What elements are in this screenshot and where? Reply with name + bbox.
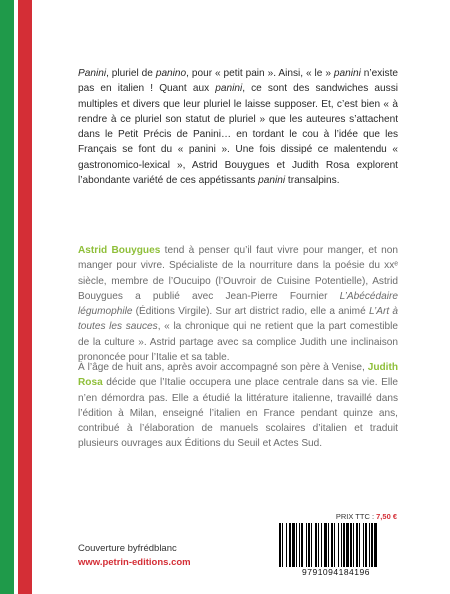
barcode-bar xyxy=(365,523,367,567)
intro-text: panini xyxy=(333,68,361,79)
author-name: Judith Rosa xyxy=(78,362,398,389)
barcode-bar xyxy=(353,523,354,567)
barcode-bar xyxy=(369,523,370,567)
barcode-bar xyxy=(371,523,373,567)
author-bio-astrid xyxy=(78,243,398,365)
intro-paragraph xyxy=(78,66,398,188)
barcode-bar xyxy=(308,523,310,567)
bio-text: À l’âge de huit ans, après avoir accompagné son père à Venise, xyxy=(78,362,368,373)
price-label: PRIX TTC : xyxy=(335,512,377,521)
barcode-bar xyxy=(331,523,333,567)
barcode-bar xyxy=(338,523,339,567)
bio-text: décide que l’Italie occupera une place centrale dans sa vie. Elle n’en démordra pas. Elle a étudié la littérature italienne, travaillé dans l’édition à Milan, enseigné l’italien en France pendant quinze ans, contribué à l’élaboration de manuels scolaires d’italien et traduit plusieurs ouvrages aux Éditions du Seuil et Actes Sud. xyxy=(78,377,398,450)
barcode-bar xyxy=(279,523,281,567)
publisher-website[interactable]: www.petrin-editions.com xyxy=(78,557,191,568)
intro-text: panini xyxy=(215,83,243,95)
intro-text: , ce sont des sandwiches aussi multiples et divers que leur pluriel le laisse supposer. Et, c’est bien « à rendre à ce pluriel son statut de pluriel » que les auteures s’attachent dans le Petit Précis de Panini… en tordant le cou à l’idée que les Français se font du « panini ». Une fois dissipé ce malentendu « gastronomico-lexical », Astrid Bouygues et Judith Rosa explorent l’abondante variété de ces appétissants xyxy=(78,83,398,187)
barcode-bar xyxy=(306,523,307,567)
show-title: L’Art à toutes les sauces xyxy=(78,306,398,333)
barcode-bar xyxy=(328,523,329,567)
bio-text: tend à penser qu’il faut vivre pour manger, et non manger pour vivre. Spécialiste de la nourriture dans la poésie du xxᵉ siècle, membre de l’Oucuipo (l’Ouvroir de Cuisine Potentielle), Astrid Bouygues a publié avec Jean-Pierre Fournier xyxy=(78,245,398,302)
cover-credit: Couverture byfrédblanc xyxy=(78,543,177,554)
price-line xyxy=(275,512,397,521)
intro-text: Panini xyxy=(78,68,107,79)
isbn-number: 9791094184196 xyxy=(302,567,370,577)
barcode-bar xyxy=(282,523,283,567)
barcode-bar xyxy=(341,523,342,567)
barcode-bar xyxy=(318,523,319,567)
price-value: 7,50 € xyxy=(376,512,397,521)
intro-text: n’existe pas en italien ! Quant aux xyxy=(78,68,399,95)
intro-text: panino xyxy=(155,68,187,79)
author-bio-judith xyxy=(78,360,398,452)
flag-stripe-red xyxy=(18,0,32,594)
barcode-bar xyxy=(301,523,303,567)
barcode-bar xyxy=(324,523,327,567)
barcode-bar xyxy=(363,523,364,567)
bio-text: (Éditions Virgile). Sur art district radio, elle a animé xyxy=(132,306,369,318)
barcode-block xyxy=(275,512,397,582)
barcode-bar xyxy=(311,523,312,567)
barcode-bar xyxy=(343,523,345,567)
credits xyxy=(78,542,191,570)
barcode-bar xyxy=(315,523,317,567)
barcode-bar xyxy=(346,523,349,567)
barcode-bar xyxy=(289,523,291,567)
barcode-bar xyxy=(350,523,352,567)
book-title: L’Abécédaire légumophile xyxy=(78,290,398,318)
barcode-bar xyxy=(359,523,360,567)
barcode-bar xyxy=(299,523,300,567)
barcode-bar xyxy=(334,523,335,567)
barcode-bar xyxy=(356,523,358,567)
barcode-bar xyxy=(321,523,322,567)
intro-text: panini xyxy=(258,175,286,187)
intro-text: , pluriel de xyxy=(106,68,156,79)
intro-text: transalpins. xyxy=(285,175,340,187)
intro-text: , pour « petit pain ». Ainsi, « le » xyxy=(186,68,334,79)
barcode-icon xyxy=(275,523,397,567)
bio-text: , « la chronique qui ne retient que la part comestible de la culture ». Astrid partage avec sa complice Judith une inclinaison prononcée pour l’Italie et sa table. xyxy=(78,321,398,364)
barcode-bar xyxy=(292,523,295,567)
barcode-bar xyxy=(374,523,377,567)
barcode-bar xyxy=(296,523,297,567)
barcode-bar xyxy=(286,523,287,567)
flag-stripe-green xyxy=(0,0,14,594)
author-name: Astrid Bouygues xyxy=(78,245,161,256)
